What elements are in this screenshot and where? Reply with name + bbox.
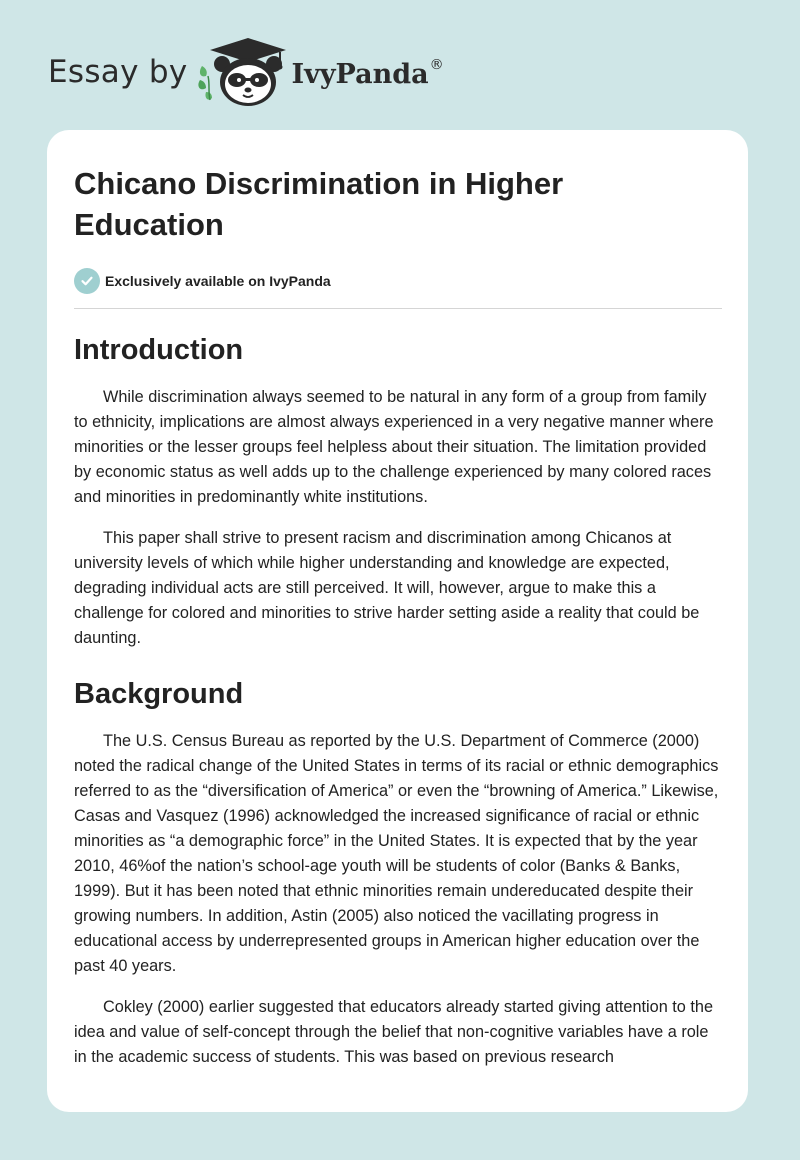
check-icon [74, 268, 100, 294]
exclusive-label: Exclusively available on IvyPanda [105, 273, 331, 289]
exclusive-badge [74, 267, 722, 295]
paragraph: While discrimination always seemed to be natural in any form of a group from family to ethnicity, implications are almost always experienced in a very negative manner where minorities or the lesser groups feel helpless about their situation. The limitation provided by economic status as well adds up to the challenge experienced by many colored races and minorities in predominantly white institutions. [74, 388, 714, 506]
paragraph: Cokley (2000) earlier suggested that educators already started giving attention to the idea and value of self-concept through the belief that non-cognitive variables have a role in the academic success of students. This was based on previous research [74, 998, 714, 1066]
essay-by-label: Essay by [48, 54, 188, 90]
brand-text: IvyPanda [291, 58, 429, 90]
section-heading-introduction: Introduction [74, 334, 244, 366]
paragraph: This paper shall strive to present racism and discrimination among Chicanos at university levels of which while higher understanding and knowledge are expected, degrading individual acts are still perceived. It will, however, argue to make this a challenge for colored and minorities to strive harder setting aside a reality that could be daunting. [74, 529, 700, 647]
registered-mark: ® [429, 56, 444, 73]
section-heading-background: Background [74, 678, 244, 710]
brand-name[interactable] [291, 56, 444, 90]
essay-card [47, 130, 748, 1112]
divider [74, 308, 722, 309]
site-header [48, 36, 444, 108]
paragraph: The U.S. Census Bureau as reported by the U.S. Department of Commerce (2000) noted the radical change of the United States in terms of its racial or ethnic demographics referred to as the “diversification of America” or even the “browning of America.” Likewise, Casas and Vasquez (1996) acknowledged the increased significance of racial or ethnic minorities as “a demographic force” in the United States. It is expected that by the year 2010, 46%of the nation’s school-age youth will be students of color (Banks & Banks, 1999). But it has been noted that ethnic minorities remain undereducated despite their growing numbers. In addition, Astin (2005) also noticed the vacillating progress in educational access by underrepresented groups in American higher education over the past 40 years. [74, 732, 719, 975]
ivypanda-logo-icon[interactable] [196, 36, 292, 108]
essay-title: Chicano Discrimination in Higher Education [74, 166, 564, 242]
